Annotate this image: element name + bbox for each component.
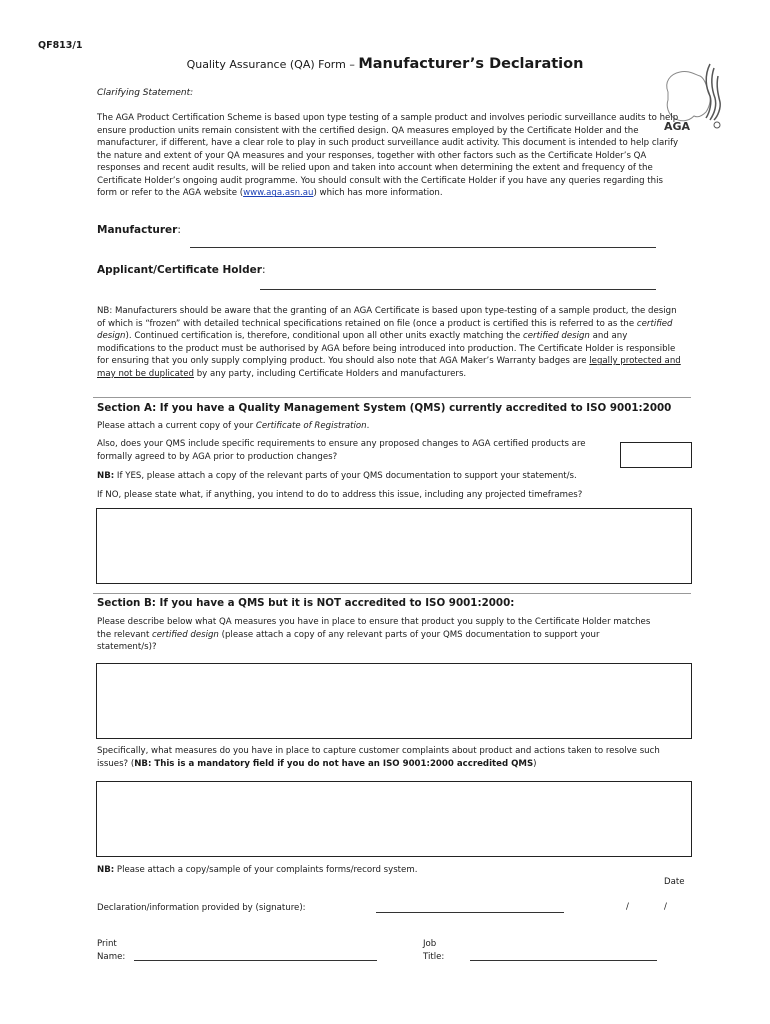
title-main: Manufacturer’s Declaration (358, 56, 584, 72)
applicant-field[interactable] (260, 289, 656, 290)
section-a-answer-box[interactable] (620, 442, 692, 468)
intro-text-end: ) which has more information. (313, 188, 443, 199)
section-a-response-box[interactable] (96, 508, 692, 584)
title-prefix: Quality Assurance (QA) Form – (186, 58, 359, 71)
section-b-prompt: Please describe below what QA measures you have in place to ensure that product you supply to the Certificate Holder matches the relevant certified design (please attach a copy of any relevant parts of your QMS documentation to support your statement/s)? (97, 617, 651, 653)
aga-website-link[interactable]: www.aga.asn.au (243, 188, 314, 199)
signature-field[interactable] (376, 912, 564, 913)
footer-nb: NB: Please attach a copy/sample of your complaints forms/record system. (97, 865, 418, 875)
complaints-response-box[interactable] (96, 781, 692, 857)
date-slash-1: / (626, 902, 629, 912)
section-a-divider (93, 397, 691, 398)
declaration-label: Declaration/information provided by (signature): (97, 903, 306, 913)
page-title (0, 56, 770, 72)
section-b-response-box[interactable] (96, 663, 692, 739)
complaints-question: Specifically, what measures do you have in place to capture customer complaints about product and actions taken to resolve such issues? (NB: This is a mandatory field if you do not have an ISO 9001:2000 accredited QMS) (97, 746, 660, 769)
manufacturer-label: Manufacturer: (97, 224, 181, 236)
section-a-nb: NB: If YES, please attach a copy of the relevant parts of your QMS documentation to support your statement/s. (97, 471, 577, 481)
nb-paragraph: NB: Manufacturers should be aware that the granting of an AGA Certificate is based upon type-testing of a sample product, the design of which is “frozen” with detailed technical specifications retained on file (once a product is certified this is referred to as the certified design). Continued certification is, therefore, conditional upon all other units exactly matching the certified design and any modifications to the product must be authorised by AGA before being introduced into production. The Certificate Holder is responsible for ensuring that you only supply complying product. You should also note that AGA Maker’s Warranty badges are legally protected and may not be duplicated by any party, including Certificate Holders and manufacturers. (97, 306, 681, 379)
job-title-field[interactable] (470, 960, 657, 961)
clarifying-heading: Clarifying Statement: (97, 88, 194, 98)
section-a-if-no: If NO, please state what, if anything, you intend to do to address this issue, including any projected timeframes? (97, 490, 583, 500)
print-name-field[interactable] (134, 960, 377, 961)
print-label: Print (97, 939, 117, 949)
section-b-heading: Section B: If you have a QMS but it is NOT accredited to ISO 9001:2000: (97, 597, 515, 609)
applicant-label: Applicant/Certificate Holder: (97, 264, 266, 276)
form-code: QF813/1 (38, 40, 83, 51)
section-a-question: Also, does your QMS include specific requirements to ensure any proposed changes to AGA certified products are formally agreed to by AGA prior to production changes? (97, 439, 586, 462)
section-a-heading: Section A: If you have a Quality Management System (QMS) currently accredited to ISO 9001:2000 (97, 402, 672, 414)
intro-paragraph (97, 112, 682, 200)
logo-text: AGA (664, 120, 691, 133)
title-label: Title: (423, 952, 445, 962)
section-a-attach: Please attach a current copy of your Certificate of Registration. (97, 421, 370, 431)
intro-text: The AGA Product Certification Scheme is based upon type testing of a sample product and involves periodic surveillance audits to help ensure production units remain consistent with the certified design. QA measures employed by the Certificate Holder and the manufacturer, if different, have a clear role to play in such product surveillance audit activity. This document is intended to help clarify the nature and extent of your QA measures and your responses, together with other factors such as the Certificate Holder’s QA responses and recent audit results, will be relied upon and taken into account when determining the extent and frequency of the Certificate Holder’s ongoing audit programme. You should consult with the Certificate Holder if you have any queries regarding this form or refer to the AGA website ( (97, 113, 679, 199)
manufacturer-field[interactable] (190, 247, 656, 248)
date-slash-2: / (664, 902, 667, 912)
section-b-divider (93, 593, 691, 594)
date-label: Date (664, 877, 685, 887)
job-label: Job (423, 939, 437, 949)
name-label: Name: (97, 952, 126, 962)
